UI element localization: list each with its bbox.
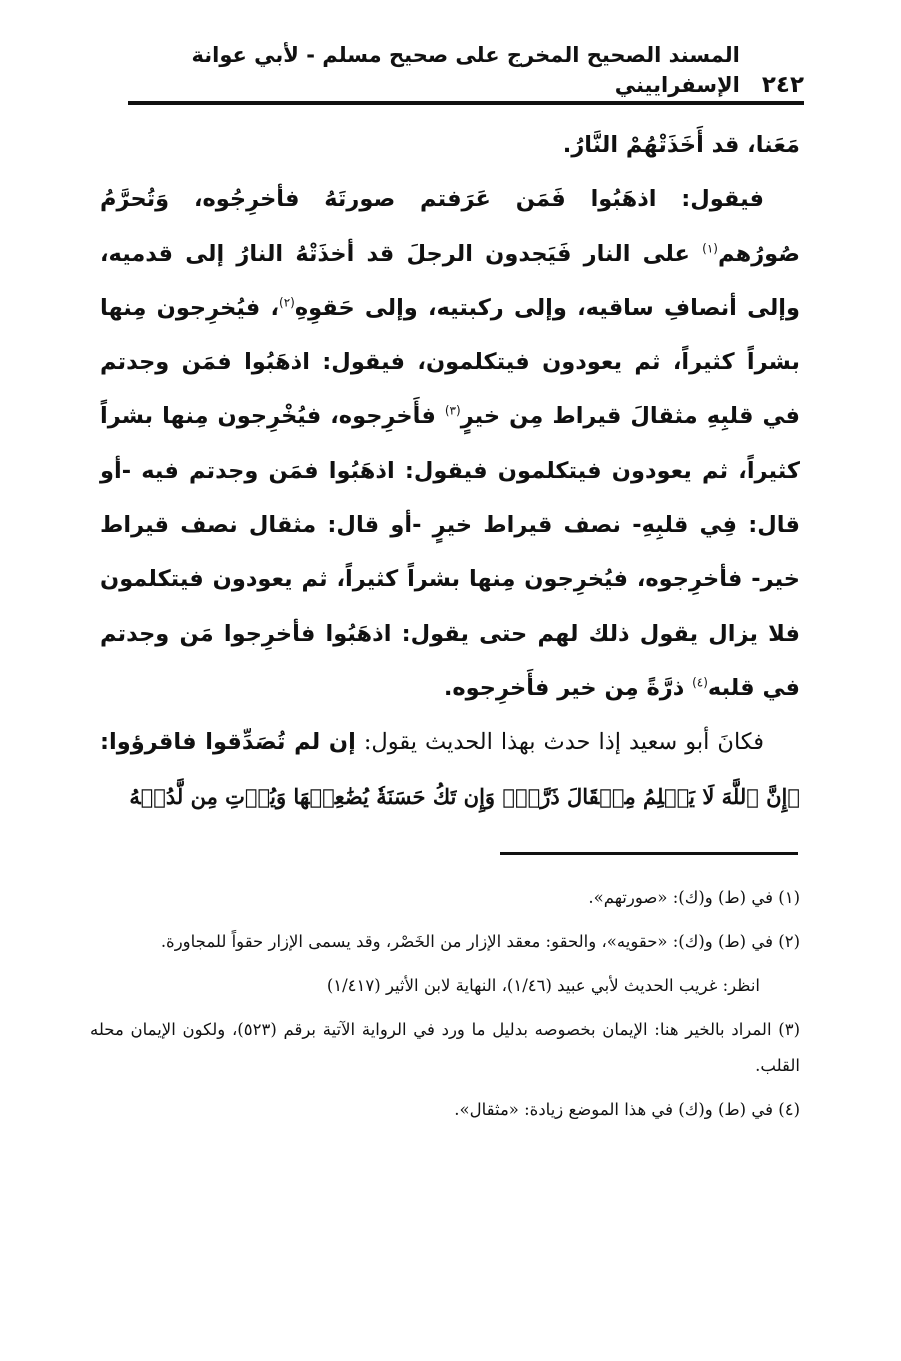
footnote-ref-2[interactable]: (٢) (279, 295, 295, 310)
footnote-1: (١) في (ط) و(ك): «صورتهم». (588, 888, 800, 907)
footnote-4: (٤) في (ط) و(ك) في هذا الموضع زيادة: «مثقال». (454, 1100, 800, 1119)
paragraph-1 (100, 118, 800, 172)
paragraph-2-part-a: فيقول: اذهَبُوا فَمَن عَرَفتم صورتَهُ فأخرِجُوه، وَتُحرَّمُ صُورُهم (100, 186, 800, 267)
footnote-ref-3[interactable]: (٣) (444, 403, 461, 418)
paragraph-2-part-c: ، فيُخرِجون مِنها بشراً كثيراً، ثم يعودون فيتكلمون، فيقول: اذهَبُوا فمَن وجدتم في قلبِهِ مثقالَ قيراط مِن خيرٍ (100, 294, 800, 430)
footnote-3: (٣) المراد بالخير هنا: الإيمان بخصوصه بدليل ما ورد في الرواية الآتية برقم (٥٢٣)، ولكون الإيمان محله القلب. (90, 1020, 800, 1075)
paragraph-3-quote: إن لم تُصَدِّقوا فاقرؤوا: (100, 729, 356, 756)
paragraph-1-text: مَعَنا، قد أَخَذَتْهُمْ النَّارُ. (562, 132, 800, 158)
page-number: ٢٤٢ (761, 72, 804, 98)
paragraph-2 (100, 172, 800, 715)
footnote-ref-1[interactable]: (١) (702, 241, 718, 256)
footnote-ref-4[interactable]: (٤) (692, 675, 708, 690)
paragraph-2-part-d: فأَخرِجوه، فيُخْرِجون مِنها بشراً كثيراً، ثم يعودون فيتكلمون فيقول: اذهَبُوا فمَن وجدتم فيه -أو قال: فِي قلبِهِ- نصف قيراط خيرٍ -أو قال: مثقال نصف قيراط خير- فأخرِجوه، فيُخرِجون مِنها بشراً كثيراً، ثم يعودون فيتكلمون فلا يزال يقول ذلك لهم حتى يقول: اذهَبُوا فأخرِجوا مَن وجدتم في قلبه (100, 403, 800, 701)
quran-verse: ﴿إِنَّ ٱللَّهَ لَا يَظۡلِمُ مِثۡقَالَ ذَرَّةٖۖ وَإِن تَكُ حَسَنَةٗ يُضَٰعِفۡهَا وَيُؤۡتِ مِن لَّدُنۡهُ (129, 783, 800, 809)
paragraph-2-part-e: ذرَّةً مِن خير فأَخرِجوه. (443, 674, 693, 701)
paragraph-2-part-b: على النار فَيَجدون الرجلَ قد أخذَتْهُ النارُ إلى قدميه، وإلى أنصافِ ساقيه، وإلى ركبتيه، وإلى حَقوِهِ (100, 240, 800, 321)
footnote-2-reference: انظر: غريب الحديث لأبي عبيد (١/٤٦)، النهاية لابن الأثير (١/٤١٧) (326, 976, 760, 995)
running-title: المسند الصحيح المخرج على صحيح مسلم - لأبي عوانة الإسفراييني (191, 43, 740, 97)
header-divider (128, 101, 804, 105)
footnote-2: (٢) في (ط) و(ك): «حقويه»، والحقو: معقد الإزار من الخَصْر، وقد يسمى الإزار حقواً للمجاورة. (160, 932, 800, 951)
footnotes (90, 880, 800, 1136)
footnotes-divider (500, 852, 798, 855)
paragraph-3 (100, 715, 800, 824)
running-header (128, 43, 804, 100)
paragraph-3-narration: فكانَ أبو سعيد إذا حدث بهذا الحديث يقول: (355, 729, 764, 756)
main-text (100, 118, 800, 824)
